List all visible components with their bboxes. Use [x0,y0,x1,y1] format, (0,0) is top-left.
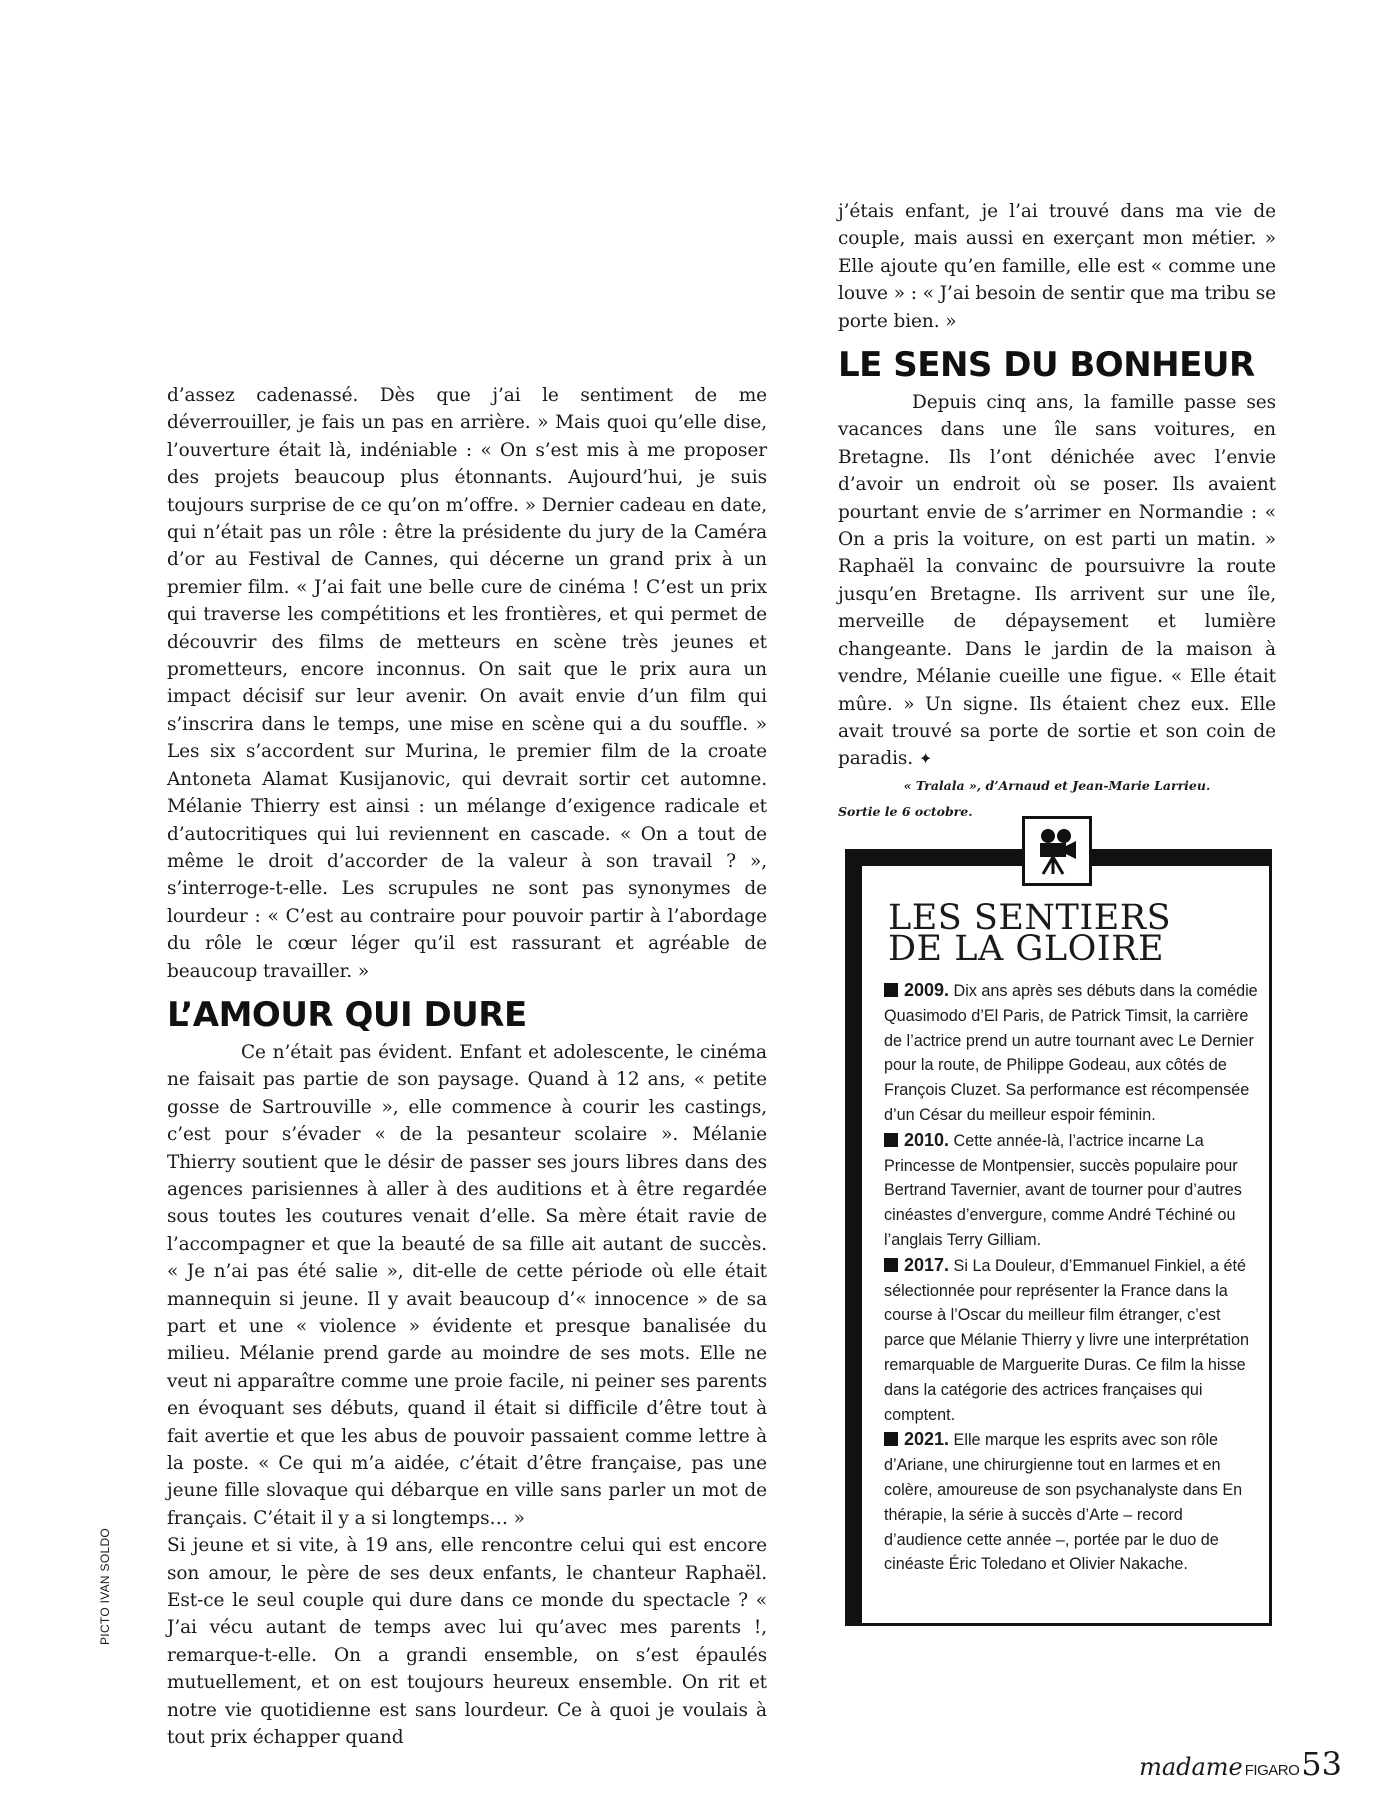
timeline-text: Si La Douleur, d’Emmanuel Finkiel, a été sélectionnée pour représenter la France dans la course à l’Oscar du meilleur film étranger, c’est parce que Mélanie Thierry y livre une interprétation remarquable de Marguerite Duras. Ce film la hisse dans la catégorie des actrices françaises qui comptent. [884,1256,1250,1424]
timeline-entry [884,1427,1260,1577]
sidebar-body [884,978,1260,1577]
film-camera-icon [1022,816,1092,886]
timeline-year: 2021. [904,1429,950,1450]
timeline-text: Cette année-là, l’actrice incarne La Princesse de Montpensier, succès populaire pour Bertrand Tavernier, avant de tourner pour d’autres cinéastes d’envergure, comme André Téchiné ou l’anglais Terry Gilliam. [884,1131,1242,1249]
magazine-logo-suffix: FIGARO [1244,1762,1300,1779]
page-footer [1139,1745,1342,1785]
timeline-text: Elle marque les esprits avec son rôle d’Ariane, une chirurgienne tout en larmes et en colère, amoureuse de son psychanalyste dans En thérapie, la série à succès d’Arte – record d’audience cette année –, portée par le duo de cinéaste Éric Toledano et Olivier Nakache. [884,1431,1243,1574]
film-credit: « Tralala », d’Arnaud et Jean-Marie Larrieu. [903,777,1211,793]
sidebar-left-border [845,849,862,1626]
section-heading: L’AMOUR QUI DURE [167,994,527,1035]
page-number: 53 [1301,1745,1342,1783]
magazine-logo: madame [1139,1753,1243,1781]
film-camera-icon-graphic [1034,826,1080,876]
photo-credit-text: PICTO IVAN SOLDO [98,1527,112,1645]
release-date: Sortie le 6 octobre. [838,803,973,819]
sidebar-title-line: DE LA GLOIRE [888,929,1165,969]
timeline-entry [884,1253,1260,1428]
end-mark-icon: ✦ [918,749,933,769]
square-bullet-icon [884,1258,898,1272]
timeline-entry [884,978,1260,1128]
sidebar-title-line: LES SENTIERS [888,898,1172,938]
photo-credit [98,1510,112,1645]
square-bullet-icon [884,1432,898,1446]
sidebar-title [888,898,1258,969]
right-column [838,198,1276,825]
square-bullet-icon [884,983,898,997]
body-paragraph: Ce n’était pas évident. Enfant et adolescente, le cinéma ne faisait pas partie de son paysage. Quand à 12 ans, « petite gosse de Sartrouville », elle commence à courir les castings, c’est pour s’évader « de la pesanteur scolaire ». Mélanie Thierry soutient que le désir de passer ses jours libres dans des agences parisiennes à aller à des auditions et à être regardée sous toutes les coutures venait d’elle. Sa mère était ravie de l’accompagner et que la beauté de sa fille ait autant de succès. « Je n’ai pas été salie », dit-elle de cette période où elle était mannequin si jeune. Il y avait beaucoup d’« innocence » de sa part et une « violence » évidente et presque banalisée du milieu. Mélanie prend garde au moindre de ses mots. Elle ne veut ni apparaître comme une proie facile, ni peiner ses parents en évoquant ses débuts, quand il était si difficile d’être tout à fait avertie et que les abus de pouvoir passaient comme lettre à la poste. « Ce qui m’a aidée, c’était d’être française, pas une jeune fille slovaque qui débarque en ville sans parler un mot de français. C’était il y a si longtemps… » [167,1041,767,1529]
body-paragraph: j’étais enfant, je l’ai trouvé dans ma vie de couple, mais aussi en exerçant mon métier. » Elle ajoute qu’en famille, elle est « comme une louve » : « J’ai besoin de sentir que ma tribu se porte bien. » [838,201,1276,332]
left-column [167,382,767,1752]
body-paragraph: Si jeune et si vite, à 19 ans, elle rencontre celui qui est encore son amour, le père de ses deux enfants, le chanteur Raphaël. Est-ce le seul couple qui dure dans ce monde du spectacle ? « J’ai vécu autant de temps avec lui qu’avec mes parents !, remarque-t-elle. On a grandi ensemble, on s’est épaulés mutuellement, et on est toujours heureux ensemble. On rit et notre vie quotidienne est sans lourdeur. Ce à quoi je voulais à tout prix échapper quand [167,1535,767,1749]
section-heading: LE SENS DU BONHEUR [838,345,1255,386]
timeline-text: Dix ans après ses débuts dans la comédie Quasimodo d’El Paris, de Patrick Timsit, la carrière de l’actrice prend un autre tournant avec Le Dernier pour la route, de Philippe Godeau, aux côtés de François Cluzet. Sa performance est récompensée d’un César du meilleur espoir féminin. [884,982,1258,1124]
timeline-year: 2009. [904,980,950,1000]
timeline-year: 2017. [904,1254,950,1275]
paragraph-text: Depuis cinq ans, la famille passe ses vacances dans une île sans voitures, en Bretagne. Ils l’ont dénichée avec l’envie d’avoir un endroit où se poser. Ils avaient pourtant envie de s’arrimer en Normandie : « On a pris la voiture, on est parti un matin. » Raphaël la convainc de poursuivre la route jusqu’en Bretagne. Ils arrivent sur une île, merveille de dépaysement et lumière changeante. Dans le jardin de la maison à vendre, Mélanie cueille une figue. « Elle était mûre. » Un signe. Ils étaient chez eux. Elle avait trouvé sa porte de sortie et son coin de paradis. [838,392,1276,770]
square-bullet-icon [884,1133,898,1147]
timeline-entry [884,1128,1260,1253]
timeline-year: 2010. [904,1129,950,1150]
body-paragraph: d’assez cadenassé. Dès que j’ai le sentiment de me déverrouiller, je fais un pas en arrière. » Mais quoi qu’elle dise, l’ouverture était là, indéniable : « On s’est mis à me proposer des projets beaucoup plus étonnants. Aujourd’hui, je suis toujours surprise de ce qu’on m’offre. » Dernier cadeau en date, qui n’était pas un rôle : être la présidente du jury de la Caméra d’or au Festival de Cannes, qui décerne un grand prix à un premier film. « J’ai fait une belle cure de cinéma ! C’est un prix qui traverse les compétitions et les frontières, et qui permet de découvrir des films de metteurs en scène très jeunes et prometteurs, encore inconnus. On sait que le prix aura un impact décisif sur leur avenir. On avait envie d’un film qui s’inscrira dans le temps, une mise en scène qui a du souffle. » Les six s’accordent sur Murina, le premier film de la croate Antoneta Alamat Kusijanovic, qui devrait sortir cet automne. Mélanie Thierry est ainsi : un mélange d’exigence radicale et d’autocritiques qui lui reviennent en cascade. « On a tout de même le droit d’accorder de la valeur à son travail ? », s’interroge-t-elle. Les scrupules ne sont pas synonymes de lourdeur : « C’est au contraire pour pouvoir partir à l’abordage du rôle le cœur léger qu’il est rassurant et agréable de beaucoup travailler. » [167,385,767,982]
body-paragraph [838,389,1276,773]
